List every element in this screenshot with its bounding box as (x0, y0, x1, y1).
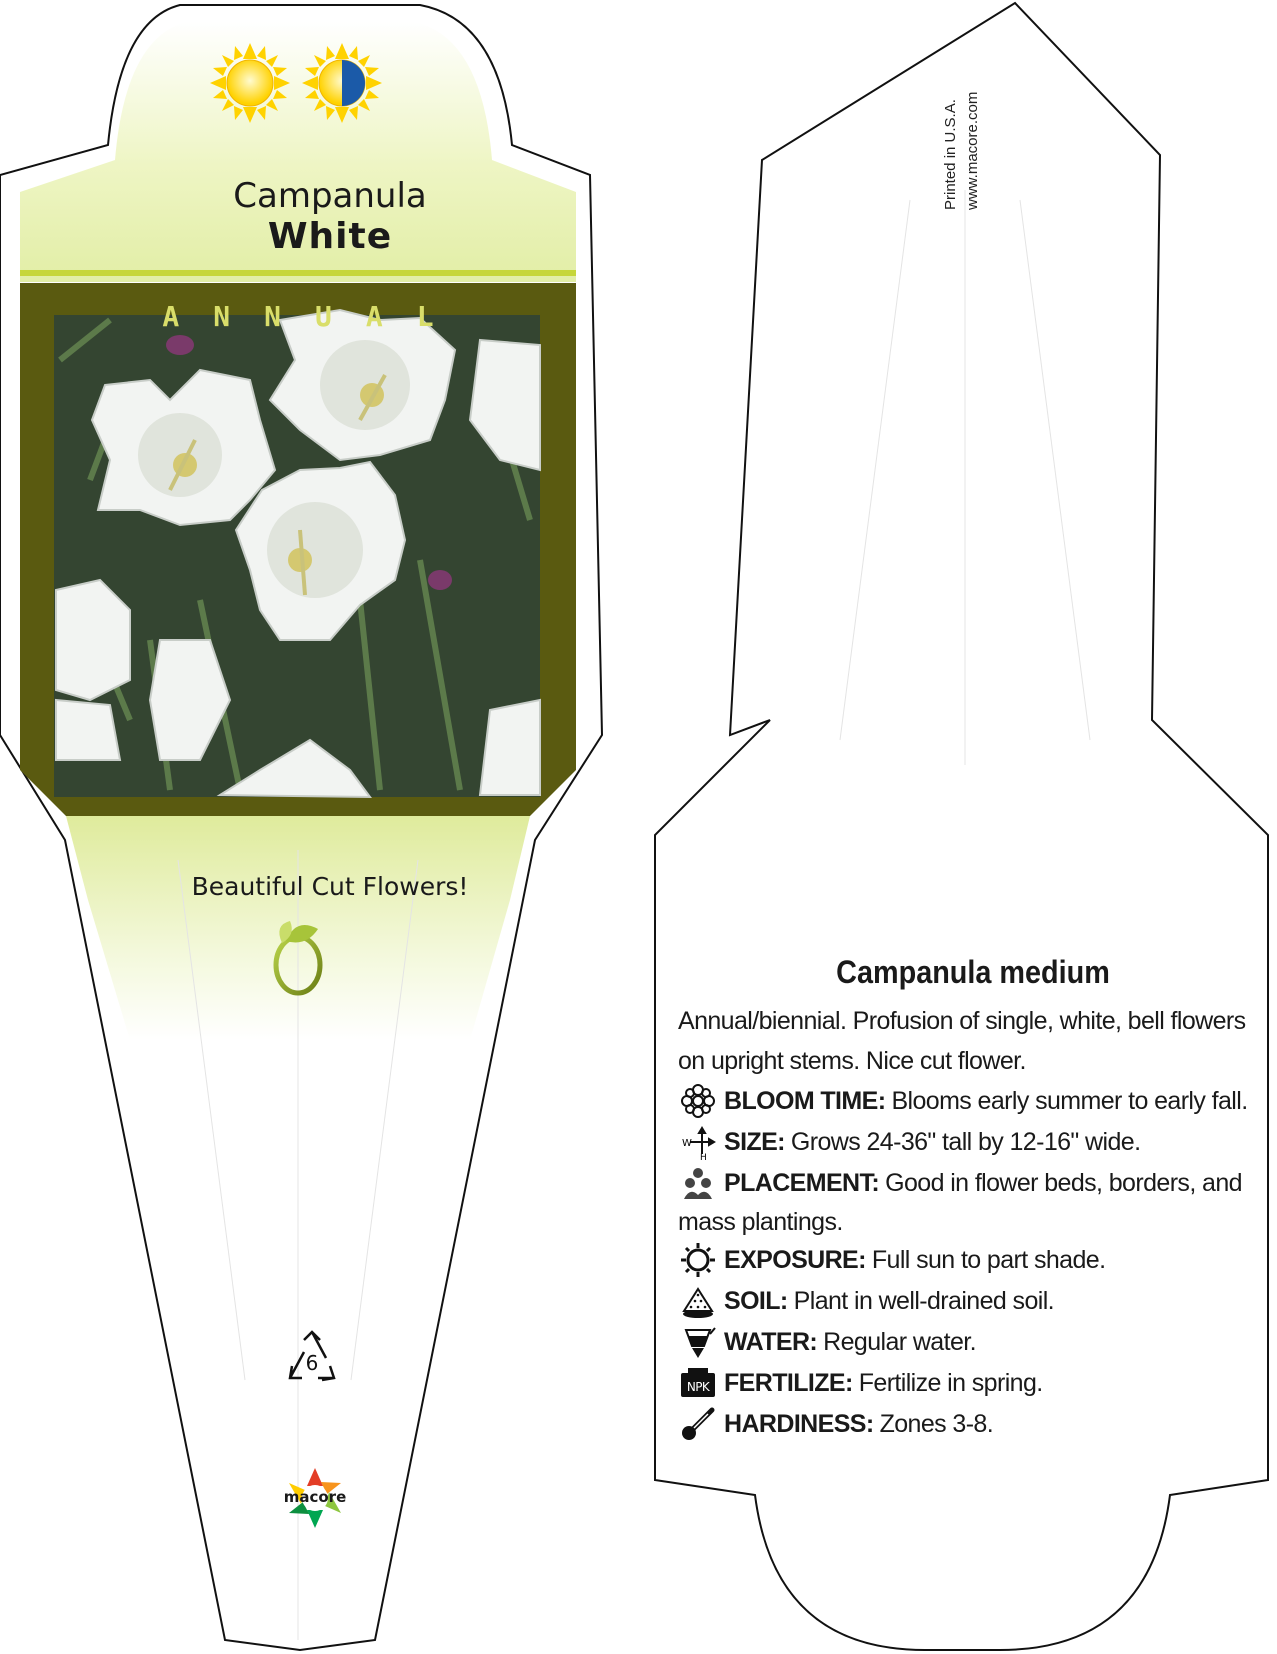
fertilize-row (678, 1363, 1268, 1404)
printed-in (940, 10, 981, 210)
size-row (678, 1122, 1268, 1163)
size-text: Grows 24-36" tall by 12-16" wide. (790, 1128, 1141, 1156)
macore-logo (275, 1460, 355, 1540)
website: www.macore.com (964, 91, 981, 210)
exposure-text: Full sun to part shade. (871, 1246, 1106, 1274)
soil-icon (678, 1281, 718, 1321)
botanical-name: Campanula medium (836, 954, 1110, 990)
water-label: WATER: (724, 1328, 818, 1356)
placement-text-continued: mass plantings. (678, 1208, 843, 1236)
variety-name: White (267, 216, 393, 257)
full-sun-icon (210, 43, 290, 123)
exposure-row (678, 1240, 1268, 1281)
sun-outline-icon (678, 1240, 718, 1280)
bloom-time-row (678, 1081, 1268, 1122)
printed-location: Printed in U.S.A. (942, 99, 959, 210)
campanula-photo (54, 310, 540, 797)
common-name: Campanula (233, 176, 427, 216)
recycle-code: 6 (305, 1351, 319, 1375)
placement-icon (678, 1163, 718, 1203)
exposure-label: EXPOSURE: (724, 1246, 866, 1274)
placement-label: PLACEMENT: (724, 1169, 880, 1197)
soil-row (678, 1281, 1268, 1322)
npk-icon (678, 1363, 718, 1403)
soil-label: SOIL: (724, 1287, 788, 1315)
bloom-time-text: Blooms early summer to early fall. (891, 1087, 1248, 1115)
hardiness-label: HARDINESS: (724, 1410, 874, 1438)
part-shade-icon (302, 43, 382, 123)
fertilize-text: Fertilize in spring. (858, 1369, 1043, 1397)
npk-badge: NPK (686, 1380, 710, 1394)
hardiness-row (678, 1404, 1268, 1445)
placement-row (678, 1163, 1268, 1204)
fertilize-label: FERTILIZE: (724, 1369, 853, 1397)
soil-text: Plant in well-drained soil. (793, 1287, 1054, 1315)
placement-text: Good in flower beds, borders, and (885, 1169, 1242, 1197)
category-label: ANNUAL (162, 300, 468, 333)
watering-can-icon (678, 1322, 718, 1362)
size-arrows-icon (678, 1122, 718, 1162)
description: Annual/biennial. Profusion of single, white, bell flowers on upright stems. Nice cut flower. (678, 1007, 1246, 1075)
svg-text:W: W (682, 1138, 692, 1149)
bloom-time-label: BLOOM TIME: (724, 1087, 886, 1115)
tagline: Beautiful Cut Flowers! (191, 872, 469, 901)
recycle-icon (282, 1328, 342, 1388)
thermometer-icon (678, 1404, 718, 1444)
flower-icon (678, 1081, 718, 1121)
water-row (678, 1322, 1268, 1363)
water-text: Regular water. (823, 1328, 976, 1356)
hardiness-text: Zones 3-8. (879, 1410, 994, 1438)
svg-text:H: H (700, 1153, 707, 1160)
size-label: SIZE: (724, 1128, 785, 1156)
care-info-block (678, 954, 1268, 1445)
divider-bar (20, 270, 576, 276)
brand-name: macore (283, 1488, 347, 1506)
